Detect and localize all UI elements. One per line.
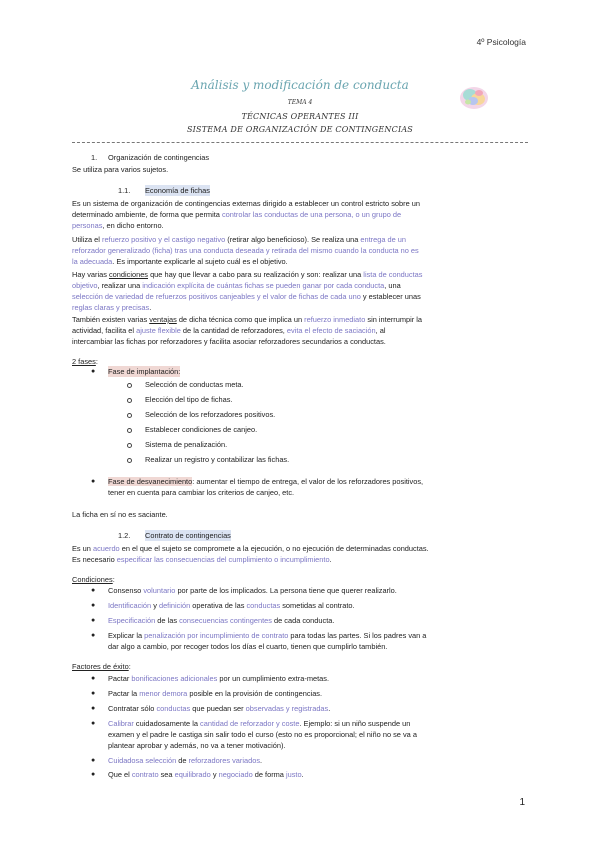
fase-desvanecimiento: Fase de desvanecimiento: aumentar el tiempo de entrega, el valor de los reforzadores positivos, tener en cuenta para cambiar los criterios de canjeo, etc. <box>108 477 424 498</box>
page-title: Análisis y modificación de conducta <box>191 78 409 92</box>
factor-item: Cuidadosa selección de reforzadores variados. <box>108 756 263 765</box>
section-1-heading: Organización de contingencias <box>108 153 210 162</box>
condicion-item: Consenso voluntario por parte de los implicados. La persona tiene que querer realizarlo. <box>108 586 397 595</box>
filled-bullet-icon: ● <box>91 478 96 485</box>
filled-bullet-icon: ● <box>91 705 96 712</box>
paragraph-1: Es un sistema de organización de contingencias externas dirigido a establecer un control estricto sobre un determinado ambiente, de forma que permita controlar las conductas de una persona, o un grupo de personas, en dicho entorno. <box>72 199 420 231</box>
filled-bullet-icon: ● <box>91 632 96 639</box>
hollow-circle-bullet-icon <box>127 443 132 448</box>
condicion-item: Identificación y definición operativa de las conductas sometidas al contrato. <box>108 601 355 610</box>
subtitle-1: TÉCNICAS OPERANTES III <box>241 112 359 121</box>
section-divider <box>72 142 528 143</box>
filled-bullet-icon: ● <box>91 602 96 609</box>
filled-bullet-icon: ● <box>91 757 96 764</box>
filled-bullet-icon: ● <box>91 771 96 778</box>
colorful-blob-logo-icon <box>458 85 490 111</box>
section-1-2-number: 1.2. <box>118 531 131 540</box>
condiciones-title: Condiciones: <box>72 575 115 584</box>
section-1-1-number: 1.1. <box>118 186 131 195</box>
paragraph-2: Utiliza el refuerzo positivo y el castigo negativo (retirar algo beneficioso). Se realiza una entrega de un reforzador generalizado (ficha) tras una conducta deseada y retirada del mismo cuando la conducta no es la adecuada. Es importante explicarle al sujeto cuál es el objetivo. <box>72 235 419 267</box>
factores-title: Factores de éxito: <box>72 662 131 671</box>
section-1-intro: Se utiliza para varios sujetos. <box>72 165 169 174</box>
factor-item: Pactar la menor demora posible en la provisión de contingencias. <box>108 689 323 698</box>
factor-item: Calibrar cuidadosamente la cantidad de reforzador y coste. Ejemplo: si un niño suspende un examen y el padre le castiga sin salir todo el curso (esto no es proporcional; el niño no se va a plantear aprobar y además, no va a tener motivación). <box>108 719 417 751</box>
subtitle-2: SISTEMA DE ORGANIZACIÓN DE CONTINGENCIAS <box>187 125 413 134</box>
contrato-paragraph: Es un acuerdo en el que el sujeto se compromete a la ejecución, o no ejecución de determinadas conductas. Es necesario especificar las consecuencias del cumplimiento o incumplimiento. <box>72 544 429 565</box>
section-1-2-heading: Contrato de contingencias <box>145 531 231 540</box>
hollow-circle-bullet-icon <box>127 413 132 418</box>
filled-bullet-icon: ● <box>91 690 96 697</box>
factor-item: Pactar bonificaciones adicionales por un cumplimiento extra-metas. <box>108 674 330 683</box>
factor-item: Contratar sólo conductas que puedan ser observadas y registradas. <box>108 704 331 713</box>
section-1-1-heading: Economía de fichas <box>145 186 210 195</box>
filled-bullet-icon: ● <box>91 720 96 727</box>
fase-implantacion: Fase de implantación: <box>108 367 181 376</box>
condicion-item: Especificación de las consecuencias contingentes de cada conducta. <box>108 616 335 625</box>
fase-item: Sistema de penalización. <box>145 440 228 449</box>
condicion-item: Explicar la penalización por incumplimiento de contrato para todas las partes. Si los padres van a dar algo a cambio, por recoger todos los días el cuarto, tienen que cumplirlo también. <box>108 631 427 652</box>
paragraph-3: Hay varias condiciones que hay que llevar a cabo para su realización y son: realizar una lista de conductas objetivo, realizar una indicación explícita de cuántas fichas se pueden ganar por cada conducta, una selección de variedad de refuerzos positivos canjeables y el valor de fichas de cada uno y establecer unas reglas claras y precisas. <box>72 270 423 313</box>
hollow-circle-bullet-icon <box>127 458 132 463</box>
filled-bullet-icon: ● <box>91 617 96 624</box>
hollow-circle-bullet-icon <box>127 398 132 403</box>
fase-item: Selección de los reforzadores positivos. <box>145 410 276 419</box>
section-1-number: 1. <box>91 153 98 162</box>
filled-bullet-icon: ● <box>91 587 96 594</box>
tema-label: TEMA 4 <box>287 99 313 106</box>
filled-bullet-icon: ● <box>91 368 96 375</box>
fase-item: Establecer condiciones de canjeo. <box>145 425 258 434</box>
paragraph-4: También existen varias ventajas de dicha técnica como que implica un refuerzo inmediato sin interrumpir la actividad, facilita el ajuste flexible de la cantidad de reforzadores, evita el efecto de saciación, al intercambiar las fichas por reforzadores y facilita asociar reforzadores secundarios a conductas. <box>72 315 423 347</box>
page-number: 1 <box>519 797 525 808</box>
fases-title: 2 fases: <box>72 357 98 366</box>
hollow-circle-bullet-icon <box>127 428 132 433</box>
ficha-note: La ficha en sí no es saciante. <box>72 510 168 519</box>
fase-item: Selección de conductas meta. <box>145 380 244 389</box>
course-label: 4º Psicología <box>476 37 526 47</box>
filled-bullet-icon: ● <box>91 675 96 682</box>
factor-item: Que el contrato sea equilibrado y negociado de forma justo. <box>108 770 304 779</box>
hollow-circle-bullet-icon <box>127 383 132 388</box>
fase-item: Elección del tipo de fichas. <box>145 395 233 404</box>
fase-item: Realizar un registro y contabilizar las fichas. <box>145 455 290 464</box>
